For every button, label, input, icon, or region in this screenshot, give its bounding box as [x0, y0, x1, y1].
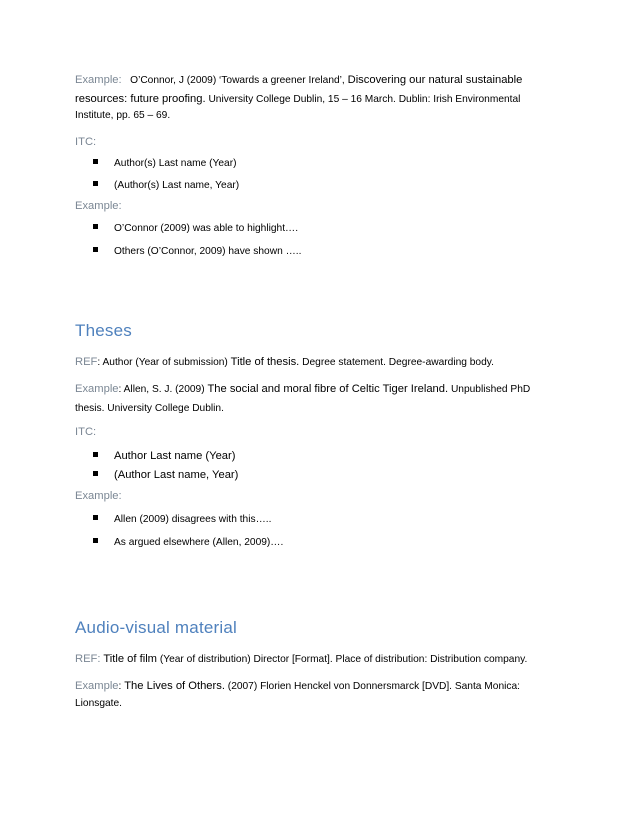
example-label: Example — [75, 383, 119, 395]
audio-visual-example-line-2: Lionsgate. — [75, 698, 123, 709]
list-item: As argued elsewhere (Allen, 2009)…. — [93, 536, 283, 550]
list-item: Author(s) Last name (Year) — [93, 157, 237, 171]
itc-label: ITC: — [75, 426, 97, 438]
example-label: Example: — [75, 200, 122, 212]
list-item: Author Last name (Year) — [93, 449, 235, 463]
intro-example-line-3: Institute, pp. 65 – 69. — [75, 110, 171, 121]
section-heading-audio-visual: Audio-visual material — [75, 618, 237, 637]
intro-example-line-2 — [75, 92, 520, 107]
section-heading-theses: Theses — [75, 321, 132, 340]
bullet-icon — [93, 452, 98, 457]
citation-text: O’Connor, J (2009) ‘Towards a greener Ireland’, — [130, 75, 345, 86]
citation-title: Discovering our natural sustainable — [347, 74, 523, 86]
example-label: Example — [75, 680, 119, 692]
citation-title: The Lives of Others. — [124, 680, 225, 692]
ref-title: Title of thesis. — [230, 356, 300, 368]
bullet-icon — [93, 159, 98, 164]
list-item: Allen (2009) disagrees with this….. — [93, 513, 271, 527]
list-item: Others (O’Connor, 2009) have shown ….. — [93, 245, 301, 259]
list-item: (Author(s) Last name, Year) — [93, 179, 239, 193]
citation-title: The social and moral fibre of Celtic Tiger Ireland. — [207, 383, 449, 395]
audio-visual-example-line-1: Example: The Lives of Others. (2007) Florien Henckel von Donnersmarck [DVD]. Santa Monica: — [75, 680, 520, 692]
citation-title: resources: future proofing. — [75, 93, 206, 105]
example-label: Example: — [75, 74, 122, 86]
theses-example-line-1: Example: Allen, S. J. (2009) The social and moral fibre of Celtic Tiger Ireland. Unpublished PhD — [75, 383, 531, 395]
ref-title: Title of film — [103, 653, 157, 665]
bullet-icon — [93, 538, 98, 543]
bullet-icon — [93, 247, 98, 252]
citation-text: University College Dublin, 15 – 16 March. Dublin: Irish Environmental — [208, 94, 521, 105]
theses-example-line-2: thesis. University College Dublin. — [75, 403, 224, 414]
bullet-icon — [93, 471, 98, 476]
list-item: (Author Last name, Year) — [93, 468, 238, 482]
ref-label: REF — [75, 356, 98, 368]
intro-example-line-1 — [75, 73, 522, 88]
bullet-icon — [93, 515, 98, 520]
ref-label: REF: — [75, 653, 101, 665]
bullet-icon — [93, 224, 98, 229]
theses-ref-line: REF: Author (Year of submission) Title of thesis. Degree statement. Degree-awarding body. — [75, 356, 494, 368]
audio-visual-ref-line: REF: Title of film (Year of distribution) Director [Format]. Place of distribution: Distribution company. — [75, 653, 528, 665]
bullet-icon — [93, 181, 98, 186]
example-label: Example: — [75, 490, 122, 502]
itc-label: ITC: — [75, 136, 97, 148]
list-item: O’Connor (2009) was able to highlight…. — [93, 222, 298, 236]
